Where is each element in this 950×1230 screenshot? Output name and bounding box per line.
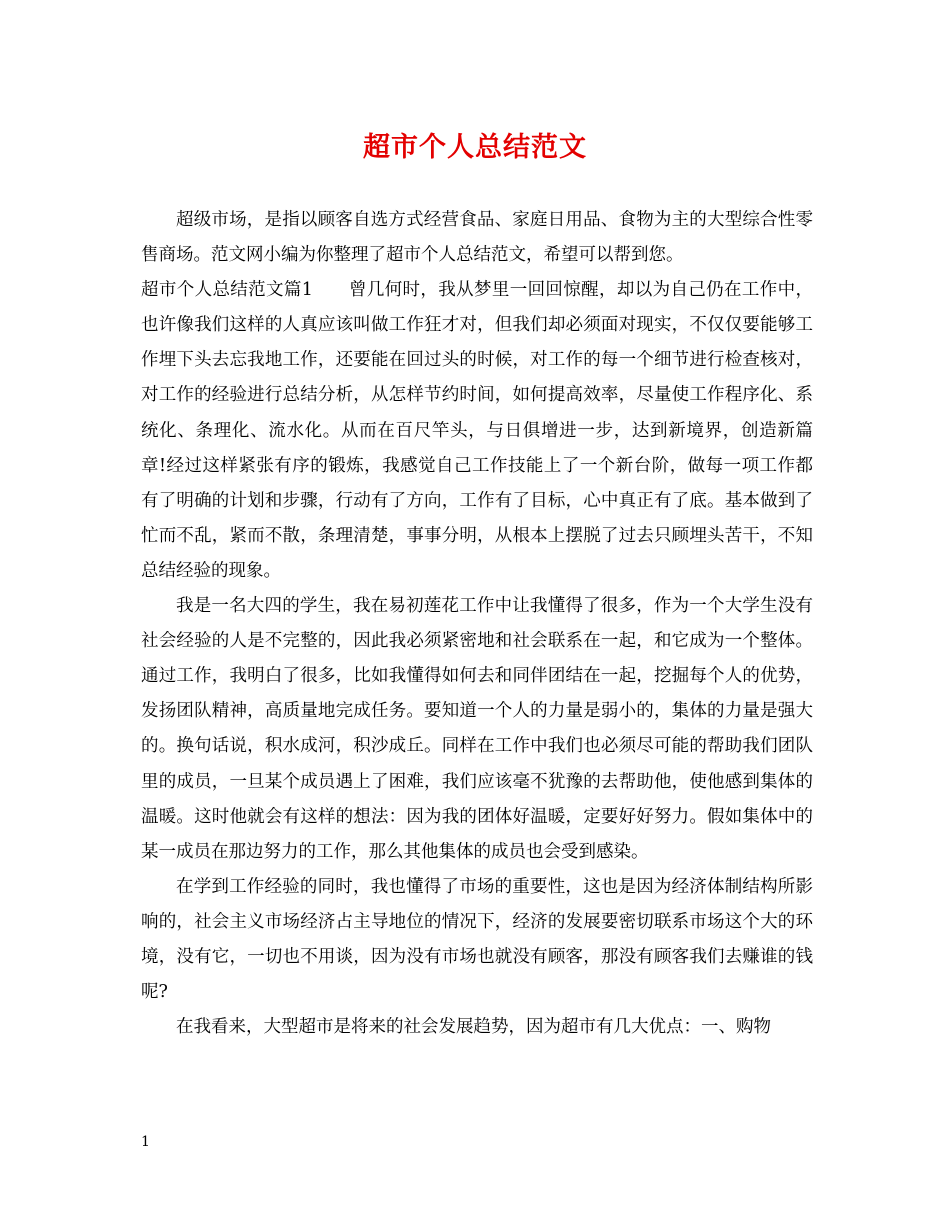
document-title: 超市个人总结范文 <box>363 132 587 163</box>
page-number: 1 <box>141 1134 150 1150</box>
paragraph-article-1: 超市个人总结范文篇1 曾几何时，我从梦里一回回惊醒，却以为自己仍在工作中，也许像我们这样的人真应该叫做工作狂才对，但我们却必须面对现实，不仅仅要能够工作埋下头去忘我地工作，还要能在回过头的时候，对工作的每一个细节进行检查核对，对工作的经验进行总结分析，从怎样节约时间，如何提高效率，尽量使工作程序化、系统化、条理化、流水化。从而在百尺竿头，与日俱增进一步，达到新境界，创造新篇章!经过这样紧张有序的锻炼，我感觉自己工作技能上了一个新台阶，做每一项工作都有了明确的计划和步骤，行动有了方向，工作有了目标，心中真正有了底。基本做到了忙而不乱，紧而不散，条理清楚，事事分明，从根本上摆脱了过去只顾埋头苦干，不知总结经验的现象。 <box>141 280 813 581</box>
document-body <box>141 203 813 1045</box>
paragraph-intro: 超级市场，是指以顾客自选方式经营食品、家庭日用品、食物为主的大型综合性零售商场。范文网小编为你整理了超市个人总结范文，希望可以帮到您。 <box>141 210 813 266</box>
paragraph-supermarket-trend: 在我看来，大型超市是将来的社会发展趋势，因为超市有几大优点：一、购物 <box>176 1017 771 1038</box>
paragraph-student: 我是一名大四的学生，我在易初莲花工作中让我懂得了很多，作为一个大学生没有社会经验的人是不完整的，因此我必须紧密地和社会联系在一起，和它成为一个整体。通过工作，我明白了很多，比如我懂得如何去和同伴团结在一起，挖掘每个人的优势，发扬团队精神，高质量地完成任务。要知道一个人的力量是弱小的，集体的力量是强大的。换句话说，积水成河，积沙成丘。同样在工作中我们也必须尽可能的帮助我们团队里的成员，一旦某个成员遇上了困难，我们应该毫不犹豫的去帮助他，使他感到集体的温暖。这时他就会有这样的想法：因为我的团体好温暖，定要好好努力。假如集体中的某一成员在那边努力的工作，那么其他集体的成员也会受到感染。 <box>141 596 813 862</box>
paragraph-market: 在学到工作经验的同时，我也懂得了市场的重要性，这也是因为经济体制结构所影响的，社会主义市场经济占主导地位的情况下，经济的发展要密切联系市场这个大的环境，没有它，一切也不用谈，因为没有市场也就没有顾客，那没有顾客我们去赚谁的钱呢? <box>141 876 813 1003</box>
